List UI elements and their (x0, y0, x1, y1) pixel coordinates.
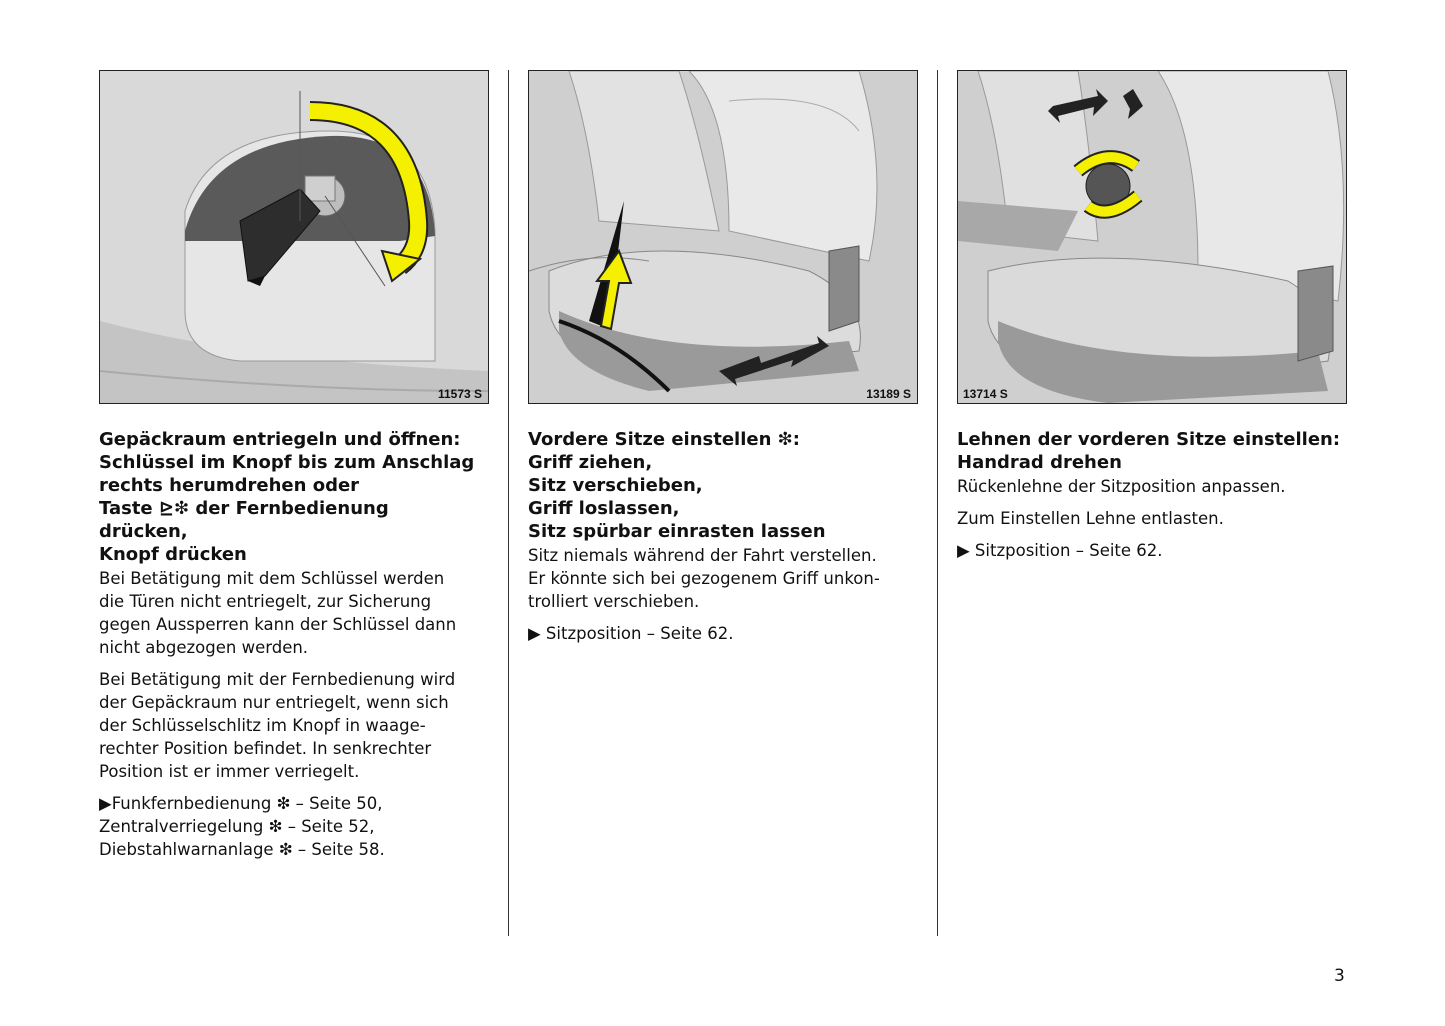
backrest-drawing (958, 71, 1346, 403)
paragraph: Bei Betätigung mit dem Schlüssel werden die Türen nicht entriegelt, zur Sicherung gegen Aussperren kann der Schlüssel dann nicht abgezogen werden. (99, 569, 457, 657)
column-front-seat-adjust (528, 70, 918, 654)
page-number: 3 (1334, 966, 1345, 986)
section-body (99, 567, 489, 861)
figure-number: 11573 S (437, 387, 482, 401)
cross-reference: ▶ Sitzposition – Seite 62. (528, 624, 734, 643)
cross-reference: ▶Funkfernbedienung ❇ – Seite 50, Zentralverriegelung ❇ – Seite 52, Diebstahlwarnanlage ❇ – Seite 58. (99, 794, 385, 859)
column-backrest-adjust (957, 70, 1347, 571)
paragraph: Zum Einstellen Lehne entlasten. (957, 509, 1224, 528)
seat-slide-drawing (529, 71, 917, 403)
cross-reference: ▶ Sitzposition – Seite 62. (957, 541, 1163, 560)
paragraph: Bei Betätigung mit der Fernbedienung wird der Gepäckraum nur entriegelt, wenn sich der Schlüsselschlitz im Knopf in waage- rechter Position befindet. In senkrechter Position ist er immer verriegelt. (99, 670, 456, 781)
section-heading: Gepäckraum entriegeln und öffnen: Schlüssel im Knopf bis zum Anschlag rechts herumdrehen oder Taste ⊵❇ der Fernbedienung drücken, Knopf drücken (99, 429, 475, 565)
illustration-backrest-handwheel (957, 70, 1347, 404)
section-heading: Lehnen der vorderen Sitze einstellen: Handrad drehen (957, 429, 1341, 473)
figure-number: 13714 S (963, 387, 1008, 401)
section-body (957, 475, 1347, 562)
column-divider-2 (937, 70, 938, 936)
illustration-seat-slide (528, 70, 918, 404)
section-heading: Vordere Sitze einstellen ❇: Griff ziehen, Sitz verschieben, Griff loslassen, Sitz spürbar einrasten lassen (528, 429, 826, 542)
trunk-key-drawing (100, 71, 488, 403)
paragraph: Rückenlehne der Sitzposition anpassen. (957, 477, 1286, 496)
column-divider-1 (508, 70, 509, 936)
column-trunk-unlock (99, 70, 489, 870)
paragraph: Sitz niemals während der Fahrt verstellen. Er könnte sich bei gezogenem Griff unkon- trolliert verschieben. (528, 546, 880, 611)
section-body (528, 544, 918, 645)
illustration-trunk-key-button (99, 70, 489, 404)
figure-number: 13189 S (866, 387, 911, 401)
